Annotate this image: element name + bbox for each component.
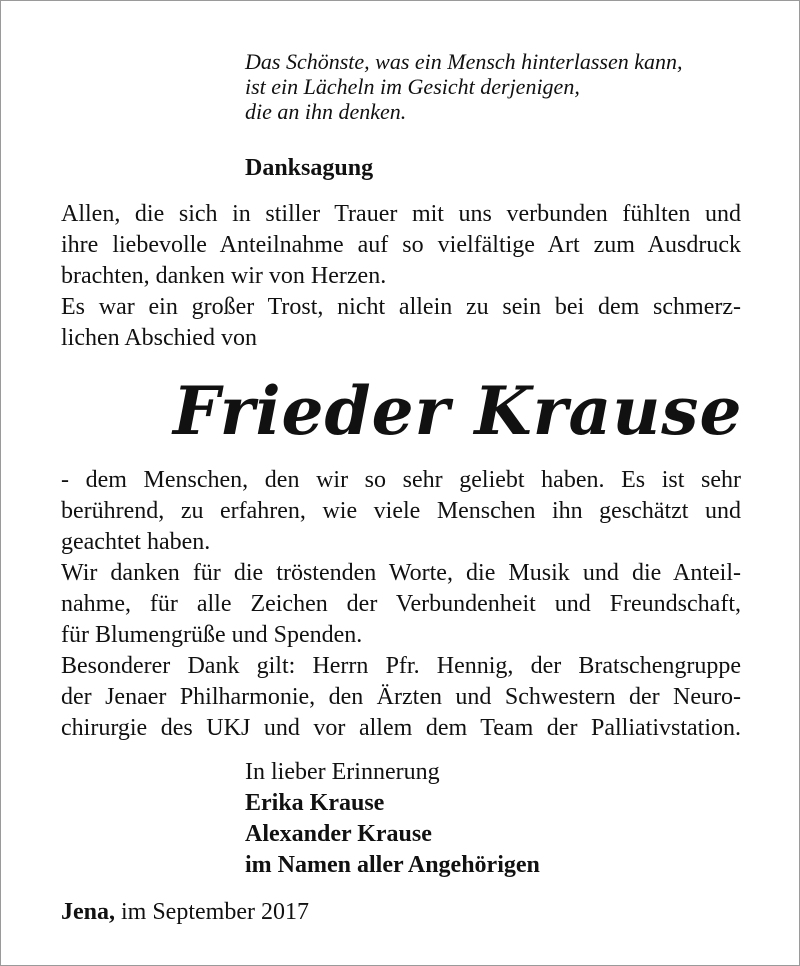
paragraph-line: für Blumengrüße und Spenden. [61, 622, 363, 648]
paragraph-line: nahme, für alle Zeichen der Verbundenheit und Freundschaft, [61, 591, 741, 617]
paragraph-line: lichen Abschied von [61, 325, 257, 351]
gratitude-paragraph [61, 465, 741, 744]
paragraph-line: Wir danken für die tröstenden Worte, die Musik und die Anteil- [61, 560, 741, 586]
paragraph-line: Allen, die sich in stiller Trauer mit uns verbunden fühlten und [61, 201, 741, 227]
paragraph-line: Besonderer Dank gilt: Herrn Pfr. Hennig, der Bratschengruppe [61, 653, 741, 679]
signature-name: Erika Krause [245, 790, 385, 816]
paragraph-line: chirurgie des UKJ und vor allem dem Team der Palliativstation. [61, 715, 741, 741]
notice-title: Danksagung [245, 155, 374, 181]
signature-name: Alexander Krause [245, 821, 432, 847]
quote-line: die an ihn denken. [245, 99, 407, 124]
quote-line: ist ein Lächeln im Gesicht derjenigen, [245, 74, 580, 99]
signature-block [245, 757, 540, 881]
paragraph-line: ihre liebevolle Anteilnahme auf so vielfältige Art zum Ausdruck [61, 232, 741, 258]
place-city: Jena, [61, 899, 115, 925]
paragraph-line: geachtet haben. [61, 529, 211, 555]
signature-name: im Namen aller Angehörigen [245, 852, 540, 878]
paragraph-line: - dem Menschen, den wir so sehr geliebt haben. Es ist sehr [61, 467, 741, 493]
thanks-paragraph [61, 199, 741, 354]
paragraph-line: Es war ein großer Trost, nicht allein zu sein bei dem schmerz- [61, 294, 741, 320]
place-date [61, 897, 309, 928]
paragraph-line: berührend, zu erfahren, wie viele Menschen ihn geschätzt und [61, 498, 741, 524]
signature-intro: In lieber Erinnerung [245, 759, 440, 785]
paragraph-line: brachten, danken wir von Herzen. [61, 263, 387, 289]
paragraph-line: der Jenaer Philharmonie, den Ärzten und Schwestern der Neuro- [61, 684, 741, 710]
deceased-name: Frieder Krause [173, 372, 743, 450]
memorial-quote [245, 49, 765, 124]
notice-date: im September 2017 [121, 899, 309, 925]
quote-line: Das Schönste, was ein Mensch hinterlassen kann, [245, 49, 683, 74]
